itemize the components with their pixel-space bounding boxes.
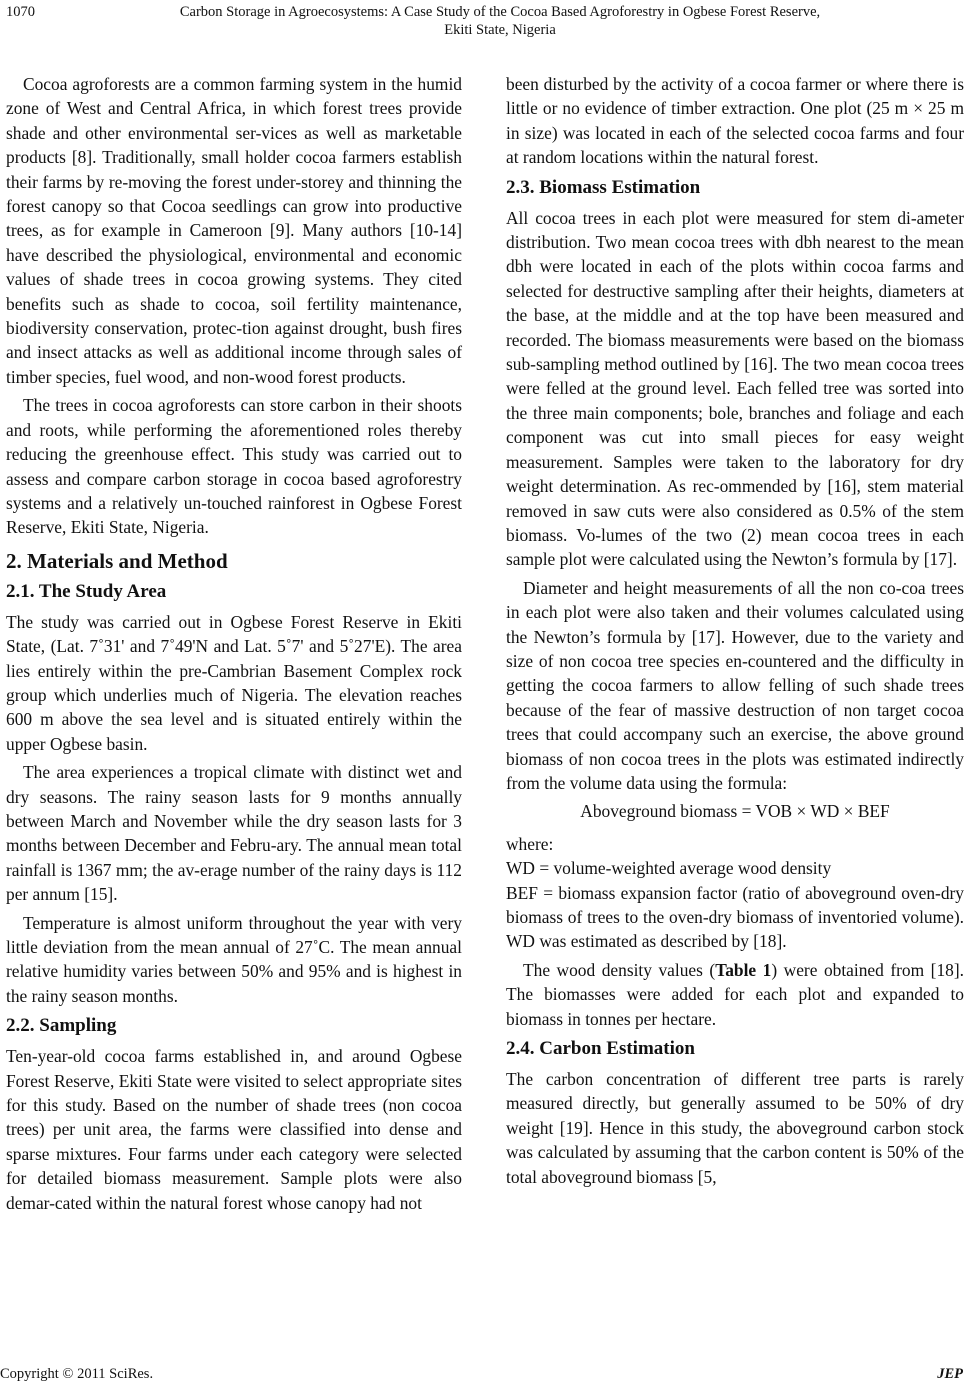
wood-density-paragraph <box>506 958 964 1031</box>
biomass-formula: Aboveground biomass = VOB × WD × BEF <box>580 801 890 822</box>
carbon-paragraph: The carbon concentration of different tree parts is rarely measured directly, but generally assumed to be 50% of dry weight [19]. Hence in this study, the aboveground carbon stock was calculated by assuming that the carbon content is 50% of the total aboveground biomass [5, <box>506 1069 964 1187</box>
running-title <box>70 3 930 39</box>
bef-definition: BEF = biomass expansion factor (ratio of aboveground oven-dry biomass of trees to the oven-dry biomass of inventoried volume). WD was estimated as described by [18]. <box>506 882 964 952</box>
subsection-heading-study-area: 2.1. The Study Area <box>6 580 167 602</box>
right-column <box>506 72 964 1193</box>
subsection-heading-carbon: 2.4. Carbon Estimation <box>506 1038 695 1060</box>
biomass-paragraph-2: Diameter and height measurements of all the non co-coa trees in each plot were also taken and their volumes calculated using the Newton’s formula by [17]. However, due to the variety and size of non cocoa tree species en-countered and the difficulty in getting the cocoa farmers to allow felling of such shade trees because of the fear of massive destruction of non target cocoa trees that could accompany such an exercise, the above ground biomass of non cocoa trees in the plots was estimated indirectly from the volume data using the formula: <box>506 577 964 793</box>
study-area-paragraph-1: The study was carried out in Ogbese Forest Reserve in Ekiti State, (Lat. 7˚31' and 7˚49'N and Lat. 5˚7' and 5˚27'E). The area lies entirely within the pre-Cambrian Basement Complex rock group which underlies much of Nigeria. The elevation reaches 600 m above the sea level and is situated entirely within the upper Ogbese basin. <box>6 611 462 754</box>
study-area-paragraph-3: Temperature is almost uniform throughout the year with very little deviation from the mean annual of 27˚C. The mean annual relative humidity varies between 50% and 95% and is highest in the rainy season months. <box>6 912 462 1006</box>
wd-definition: WD = volume-weighted average wood density <box>506 858 832 879</box>
wood-density-text-after: ) were obtained from [18]. The biomasses were added for each plot and expanded to biomass in tonnes per hectare. <box>506 959 964 1029</box>
sampling-paragraph-continued: been disturbed by the activity of a cocoa farmer or where there is little or no evidence of timber extraction. One plot (25 m × 25 m in size) was located in each of the selected cocoa farms and four at random locations within the natural forest. <box>506 74 964 168</box>
left-column <box>6 72 462 1219</box>
running-title-line-2: Ekiti State, Nigeria <box>444 22 556 38</box>
page-number: 1070 <box>6 4 35 20</box>
table-1-reference[interactable]: Table 1 <box>715 959 772 980</box>
intro-paragraph-1: Cocoa agroforests are a common farming system in the humid zone of West and Central Africa, in which forest trees provide shade and other environmental ser-vices as well as marketable products [8]. Traditionally, small holder cocoa farmers establish their farms by re-moving the forest under-storey and thinning the forest canopy so that Cocoa seedlings can grow into productive trees, as for example in Cameroon [9]. Many authors [10-14] have described the physiological, environmental and economic values of shade trees in cocoa growing systems. They cited benefits such as shade to cocoa, soil fertility maintenance, biodiversity conservation, protec-tion against drought, bush fires and insect attacks as well as additional income through sales of timber species, fuel wood, and non-wood forest products. <box>6 74 462 387</box>
biomass-paragraph-1: All cocoa trees in each plot were measured for stem di-ameter distribution. Two mean cocoa trees with dbh nearest to the mean dbh were located in each of the plots within cocoa farms and selected for destructive sampling after their heights, diameters at the base, at the middle and at the top have been measured and recorded. The biomass measurements were based on the biomass sub-sampling method outlined by [16]. The two mean cocoa trees were felled at the ground level. Each felled tree was sorted into the three main components; bole, branches and foliage and each component was cut into small pieces for easy weight measurement. Samples were taken to the laboratory for dry weight determination. As rec-ommended by [16], stem material removed in saw cuts were also considered as 0.5% of the stem biomass. Vo-lumes of the two (2) mean cocoa trees in each sample plot were calculated using the Newton’s formula by [17]. <box>506 207 964 570</box>
subsection-heading-biomass: 2.3. Biomass Estimation <box>506 176 701 198</box>
study-area-paragraph-2: The area experiences a tropical climate with distinct wet and dry seasons. The rainy season lasts for 9 months annually between March and November while the dry season lasts for 3 months between December and Febru-ary. The annual mean total rainfall is 1367 mm; the av-erage number of the rainy days is 112 per annum [15]. <box>6 762 462 905</box>
subsection-heading-sampling: 2.2. Sampling <box>6 1015 117 1037</box>
page-header <box>0 0 969 44</box>
where-label: where: <box>506 833 554 854</box>
sampling-paragraph: Ten-year-old cocoa farms established in, and around Ogbese Forest Reserve, Ekiti State were visited to select appropriate sites for this study. Based on the number of shade trees (non cocoa trees) per unit area, the farms were classified into dense and sparse mixtures. Four farms under each category were selected for detailed biomass measurement. Sample plots were also demar-cated within the natural forest whose canopy had not <box>6 1046 462 1213</box>
copyright-notice: Copyright © 2011 SciRes. <box>0 1366 154 1382</box>
journal-abbreviation: JEP <box>937 1366 963 1382</box>
intro-paragraph-2: The trees in cocoa agroforests can store carbon in their shoots and roots, while performing the aforementioned roles thereby reducing the greenhouse effect. This study was carried out to assess and compare carbon storage in cocoa based agroforestry systems and a relatively un-touched rainforest in Ogbese Forest Reserve, Ekiti State, Nigeria. <box>6 395 462 538</box>
running-title-line-1: Carbon Storage in Agroecosystems: A Case Study of the Cocoa Based Agroforestry in Ogbese Forest Reserve, <box>179 4 821 20</box>
section-heading-materials: 2. Materials and Method <box>6 548 228 573</box>
wood-density-text-before: The wood density values ( <box>523 959 716 980</box>
